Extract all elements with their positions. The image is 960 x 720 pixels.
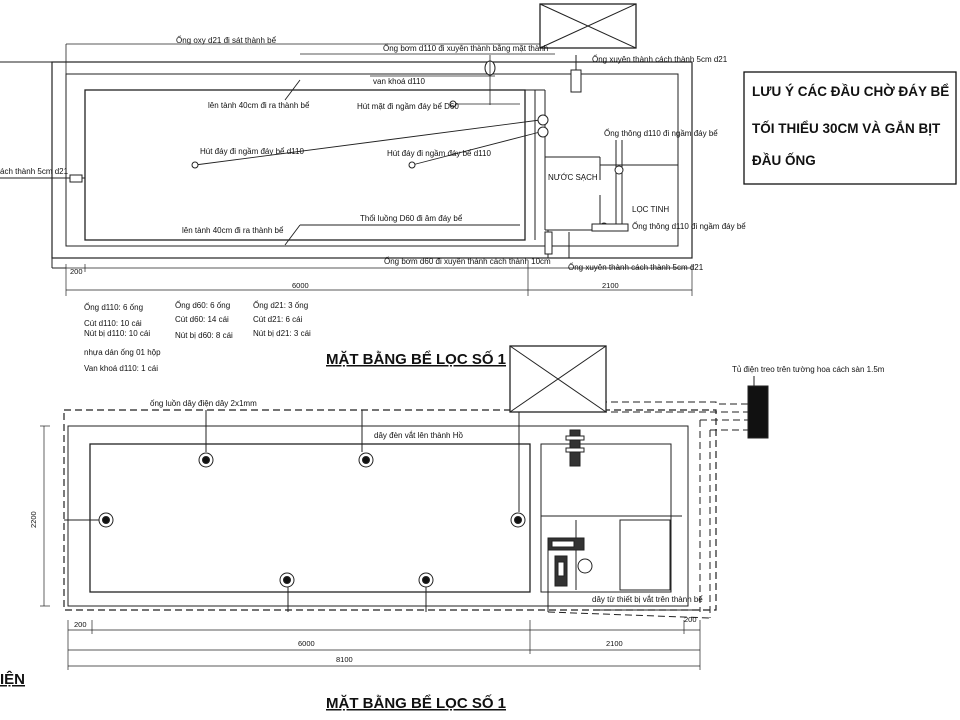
label-len-tanh-bottom: lên tành 40cm đi ra thành bể: [182, 226, 284, 235]
note-line-1: LƯU Ý CÁC ĐẦU CHỜ ĐÁY BỂ: [752, 84, 950, 99]
label-day-den: dây đèn vắt lên thành Hồ: [374, 431, 463, 440]
label-xuyen-d21-top: Ống xuyên thành cách thành 5cm d21: [592, 55, 728, 64]
dim-200: 200: [70, 267, 83, 276]
mat-col3-1: Ống d21: 3 ống: [253, 301, 309, 310]
mat-col2-2: Cút d60: 14 cái: [175, 315, 229, 324]
label-ong-luon: ống luồn dây điện dây 2x1mm: [150, 399, 257, 408]
plan-2: [40, 346, 768, 670]
left-cut-title: IỆN: [0, 671, 26, 688]
dim-2100-b: 2100: [606, 639, 623, 648]
label-hut-day-right: Hút đáy đi ngầm đáy bể d110: [387, 149, 491, 158]
dim-2100: 2100: [602, 281, 619, 290]
mat-col1-1: Ống d110: 6 ống: [84, 303, 144, 312]
label-nuoc-sach: NƯỚC SẠCH: [548, 173, 598, 182]
pumps: [548, 430, 592, 612]
label-xuyen-d21-bottom: Ống xuyên thành cách thành 5cm d21: [568, 263, 704, 272]
dim-200-right: 200: [684, 615, 697, 624]
materials-list: [84, 300, 311, 373]
label-oxy-d21: Ống oxy d21 đi sát thành bể: [176, 36, 277, 45]
plan1-labels: [0, 35, 746, 373]
label-day-tu: dây từ thiết bị vắt trên thành bể: [592, 595, 703, 604]
note-box: [744, 72, 956, 184]
note-line-3: ĐẦU ỐNG: [752, 153, 816, 168]
dim-6000-b: 6000: [298, 639, 315, 648]
label-bom-d60: Ống bơm d60 đi xuyên thành cách thành 10cm: [384, 257, 551, 266]
plan2-outer-dashed: [64, 410, 716, 610]
dim-2200: 2200: [29, 511, 38, 528]
label-thong-d110-2: Ống thông d110 đi ngầm đáy bể: [632, 222, 746, 231]
plan1-title: MẶT BẰNG BỂ LỌC SỐ 1: [326, 351, 507, 368]
label-thong-d110-1: Ống thông d110 đi ngầm đáy bể: [604, 129, 718, 138]
label-len-tanh-top: lên tành 40cm đi ra thành bể: [208, 101, 310, 110]
plan2-title: MẶT BẰNG BỂ LỌC SỐ 1: [326, 695, 507, 712]
label-hut-mat: Hút mặt đi ngầm đáy bể D60: [357, 102, 459, 111]
dim-6000: 6000: [292, 281, 309, 290]
label-thoi-luong: Thổi luồng D60 đi âm đáy bể: [360, 214, 463, 223]
pond-lights: [99, 453, 525, 587]
dim-8100: 8100: [336, 655, 353, 664]
mat-col3-3: Nút bị d21: 3 cái: [253, 329, 311, 338]
mat-col2-1: Ống d60: 6 ống: [175, 301, 231, 310]
mat-col1-4: nhựa dán ống 01 hộp: [84, 348, 161, 357]
electrical-panel: [748, 386, 768, 438]
plan-1: [0, 4, 692, 296]
label-bom-d110: Ống bơm d110 đi xuyên thành bằng mặt thành: [383, 44, 549, 53]
label-loc-tinh: LỌC TINH: [632, 205, 670, 214]
label-left-edge: ách thành 5cm d21: [0, 167, 69, 176]
label-hut-day-left: Hút đáy đi ngầm đáy bể d110: [200, 147, 304, 156]
dim-200-left: 200: [74, 620, 87, 629]
plan2-main-tank: [90, 444, 530, 592]
mat-col1-2: Cút d110: 10 cái: [84, 319, 142, 328]
mat-col3-2: Cút d21: 6 cái: [253, 315, 303, 324]
label-tu-dien: Tủ điện treo trên tường hoa cách sàn 1.5m: [732, 365, 885, 374]
note-line-2: TỐI THIỂU 30CM VÀ GẮN BỊT: [752, 121, 941, 136]
label-van-khoa: van khoá d110: [373, 77, 425, 86]
mat-col2-3: Nút bị d60: 8 cái: [175, 331, 233, 340]
mat-col1-3: Nút bị d110: 10 cái: [84, 329, 151, 338]
mat-col1-5: Van khoá d110: 1 cái: [84, 364, 158, 373]
